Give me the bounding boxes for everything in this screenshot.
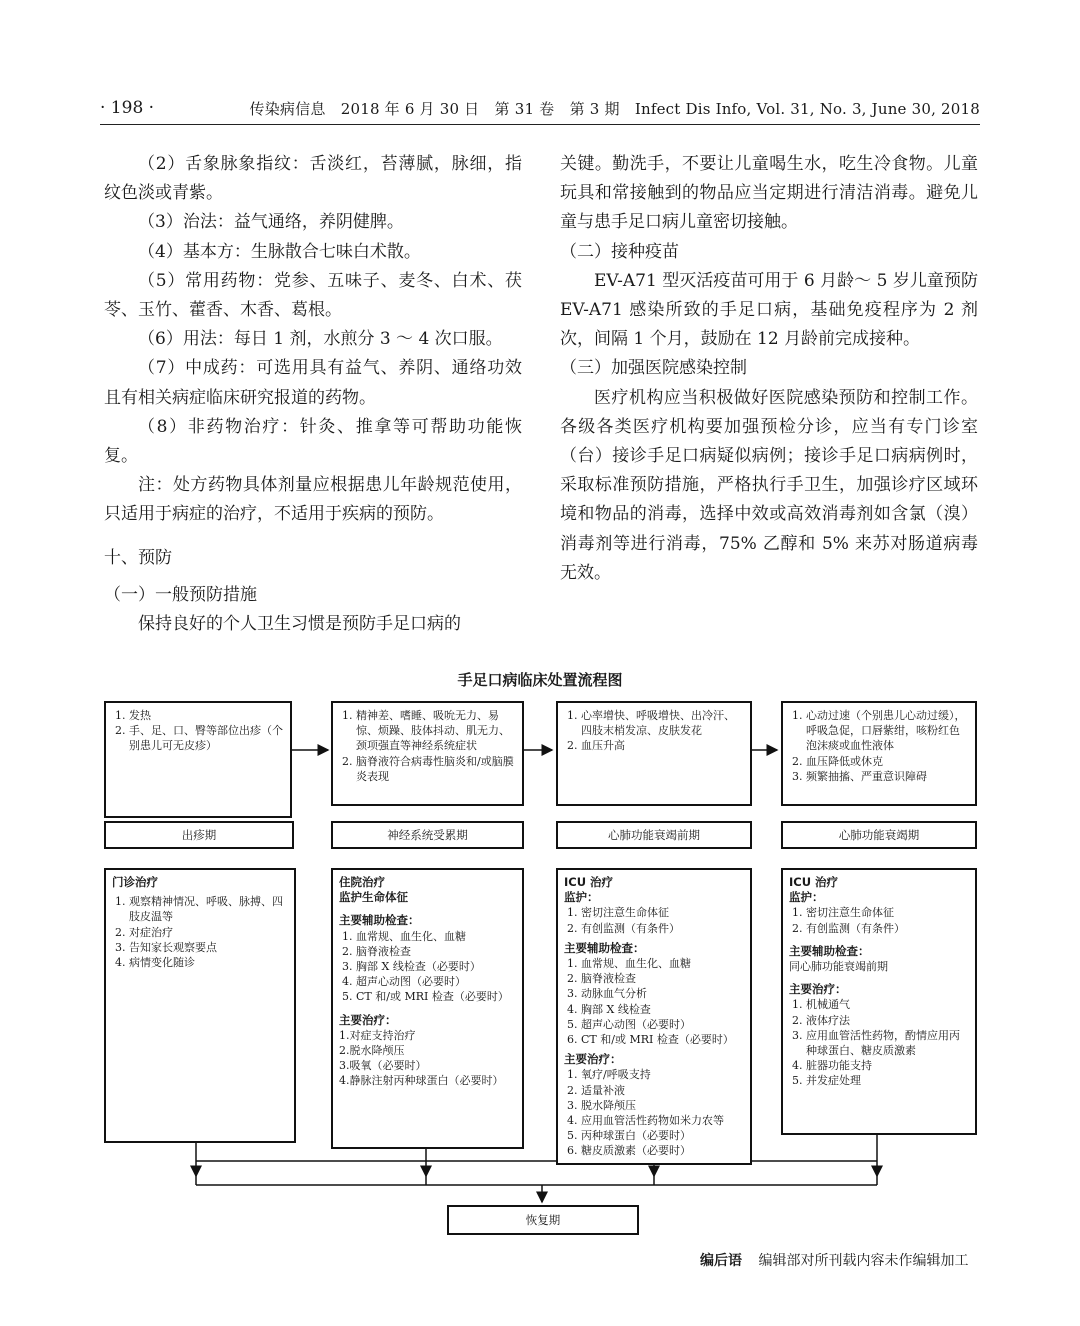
- treatment-box-icu-failure: [781, 868, 977, 1135]
- section-heading: 十、预防: [104, 547, 172, 568]
- treat-title: 主要治疗：: [564, 1052, 622, 1067]
- list-item: 1. 血常规、血生化、血糖: [356, 929, 516, 944]
- list-item: 6. 糖皮质激素（必要时）: [581, 1143, 744, 1158]
- list-item: 1. 发热: [129, 708, 284, 723]
- treatment-box-icu-pre: [556, 868, 752, 1165]
- list-item: 2. 液体疗法: [806, 1013, 969, 1028]
- treatment-title: ICU 治疗: [789, 875, 839, 889]
- paragraph: （7）中成药：可选用具有益气、养阴、通络功效且有相关病症临床研究报道的药物。: [104, 358, 522, 408]
- list-item: 1. 血常规、血生化、血糖: [581, 956, 744, 971]
- symptom-box-cardio-failure: [781, 701, 977, 806]
- stage-label: 心肺功能衰竭期: [781, 821, 977, 849]
- list-item: 3. 动脉血气分析: [581, 986, 744, 1001]
- treatment-box-outpatient: [104, 868, 296, 1143]
- list-item: 1. 密切注意生命体征: [581, 905, 744, 920]
- paragraph: 关键。勤洗手，不要让儿童喝生水，吃生冷食物。儿童玩具和常接触到的物品应当定期进行清洁消毒。避免儿童与患手足口病儿童密切接触。: [560, 154, 978, 233]
- list-item: 1. 心率增快、呼吸增快、出冷汗、四肢末梢发凉、皮肤发花: [581, 708, 744, 738]
- list-item: 1. 观察精神情况、呼吸、脉搏、四肢皮温等: [129, 894, 288, 924]
- treatment-title: 住院治疗: [339, 875, 385, 889]
- list-item: 6. CT 和/或 MRI 检查（必要时）: [581, 1032, 744, 1047]
- treat-title: 主要治疗：: [789, 982, 847, 997]
- paragraph: 医疗机构应当积极做好医院感染预防和控制工作。各级各类医疗机构要加强预检分诊，应当有专门诊室（台）接诊手足口病疑似病例；接诊手足口病病例时，采取标准预防措施，严格执行手卫生，加强诊疗区域环境和物品的消毒，选择中效或高效消毒剂如含氯（溴）消毒剂等进行消毒，75% 乙醇和 5% 来苏对肠道病毒无效。: [560, 387, 978, 583]
- exam-title: 主要辅助检查：: [339, 913, 420, 928]
- list-item: 2. 适量补液: [581, 1083, 744, 1098]
- list-item: 2.脱水降颅压: [339, 1044, 405, 1058]
- list-item: 4. 胸部 X 线检查: [581, 1002, 744, 1017]
- symptom-box-cardio-pre: [556, 701, 752, 806]
- page-header: [100, 98, 980, 125]
- flowchart-title: 手足口病临床处置流程图: [457, 671, 623, 689]
- paragraph: （2）舌象脉象指纹：舌淡红，苔薄腻，脉细，指纹色淡或青紫。: [104, 154, 522, 204]
- paragraph: （8）非药物治疗：针灸、推拿等可帮助功能恢复。: [104, 416, 522, 467]
- list-item: 2. 有创监测（有条件）: [581, 921, 744, 936]
- list-item: 4. 病情变化随诊: [129, 955, 288, 970]
- list-item: 3. 应用血管活性药物，酌情应用丙种球蛋白、糖皮质激素: [806, 1028, 969, 1058]
- paragraph: （3）治法：益气通络，养阴健脾。: [138, 212, 404, 233]
- editor-note-text: 编辑部对所刊载内容未作编辑加工: [758, 1253, 969, 1269]
- paragraph: （5）常用药物：党参、五味子、麦冬、白术、茯苓、玉竹、藿香、木香、葛根。: [104, 270, 522, 321]
- list-item: 1. 机械通气: [806, 997, 969, 1012]
- list-item: 2. 血压升高: [581, 738, 744, 753]
- list-item: 2. 对症治疗: [129, 925, 288, 940]
- list-item: 1. 密切注意生命体征: [806, 905, 969, 920]
- paragraph: （6）用法：每日 1 剂，水煎分 3 ～ 4 次口服。: [138, 329, 503, 350]
- list-item: 3.吸氧（必要时）: [339, 1059, 427, 1073]
- list-item: 1.对症支持治疗: [339, 1028, 416, 1042]
- list-item: 1. 精神差、嗜睡、吸吮无力、易惊、烦躁、肢体抖动、肌无力、颈项强直等神经系统症状: [356, 708, 516, 754]
- list-item: 2. 有创监测（有条件）: [806, 921, 969, 936]
- exam-title: 主要辅助检查：: [789, 943, 870, 958]
- subsection-heading: （一）一般预防措施: [104, 584, 257, 605]
- flowchart: [100, 665, 980, 1245]
- left-column: [104, 150, 522, 639]
- list-item: 5. CT 和/或 MRI 检查（必要时）: [356, 989, 516, 1004]
- list-item: 2. 血压降低或休克: [806, 754, 969, 769]
- treatment-title: ICU 治疗: [564, 875, 614, 889]
- list-item: 4. 应用血管活性药物如米力农等: [581, 1113, 744, 1128]
- page-number: · 198 ·: [100, 98, 155, 118]
- journal-info: 传染病信息 2018 年 6 月 30 日 第 31 卷 第 3 期 Infect Dis Info, Vol. 31, No. 3, June 30, 2018: [249, 100, 980, 118]
- list-item: 2. 脑脊液符合病毒性脑炎和/或脑膜炎表现: [356, 754, 516, 784]
- list-item: 5. 并发症处理: [806, 1073, 969, 1088]
- editor-note: [700, 1250, 968, 1270]
- list-item: 5. 丙种球蛋白（必要时）: [581, 1128, 744, 1143]
- stage-label: 出疹期: [104, 821, 294, 849]
- list-item: 5. 超声心动图（必要时）: [581, 1017, 744, 1032]
- list-item: 1. 氧疗/呼吸支持: [581, 1067, 744, 1082]
- monitor-title: 监护：: [564, 890, 599, 905]
- list-item: 4.静脉注射丙种球蛋白（必要时）: [339, 1074, 504, 1088]
- stage-label: 神经系统受累期: [331, 821, 524, 849]
- monitor-label: 监护生命体征: [339, 890, 408, 905]
- treatment-box-inpatient: [331, 868, 524, 1149]
- list-item: 4. 超声心动图（必要时）: [356, 974, 516, 989]
- list-item: 2. 脑脊液检查: [581, 971, 744, 986]
- list-item: 1. 心动过速（个别患儿心动过缓），呼吸急促，口唇紫绀，咳粉红色泡沫痰或血性液体: [806, 708, 969, 754]
- exam-title: 主要辅助检查：: [564, 940, 645, 955]
- symptom-box-neuro: [331, 701, 524, 806]
- treatment-title: 门诊治疗: [112, 875, 158, 889]
- list-item: 2. 手、足、口、臀等部位出疹（个别患儿可无皮疹）: [129, 723, 284, 753]
- list-item: 3. 告知家长观察要点: [129, 940, 288, 955]
- list-item: 3. 频繁抽搐、严重意识障碍: [806, 769, 969, 784]
- paragraph: 保持良好的个人卫生习惯是预防手足口病的: [138, 614, 461, 635]
- treat-title: 主要治疗：: [339, 1012, 397, 1027]
- editor-note-label: 编后语: [700, 1253, 742, 1269]
- list-item: 3. 脱水降颅压: [581, 1098, 744, 1113]
- monitor-title: 监护：: [789, 890, 824, 905]
- paragraph: （4）基本方：生脉散合七味白术散。: [138, 241, 421, 262]
- right-column: [560, 150, 978, 588]
- list-item: 4. 脏器功能支持: [806, 1058, 969, 1073]
- stage-label: 心肺功能衰竭前期: [556, 821, 752, 849]
- recovery-box: 恢复期: [447, 1205, 639, 1235]
- paragraph: EV-A71 型灭活疫苗可用于 6 月龄～ 5 岁儿童预防 EV-A71 感染所致的手足口病，基础免疫程序为 2 剂次，间隔 1 个月，鼓励在 12 月龄前完成接种。: [560, 270, 978, 350]
- subsection-heading: （三）加强医院感染控制: [560, 358, 747, 379]
- list-item: 2. 脑脊液检查: [356, 944, 516, 959]
- symptom-box-rash: [104, 701, 292, 818]
- list-item: 3. 胸部 X 线检查（必要时）: [356, 959, 516, 974]
- note-paragraph: 注：处方药物具体剂量应根据患儿年龄规范使用，只适用于病症的治疗，不适用于疾病的预防。: [104, 475, 522, 525]
- exam-text: 同心肺功能衰竭前期: [789, 960, 888, 974]
- subsection-heading: （二）接种疫苗: [560, 241, 679, 262]
